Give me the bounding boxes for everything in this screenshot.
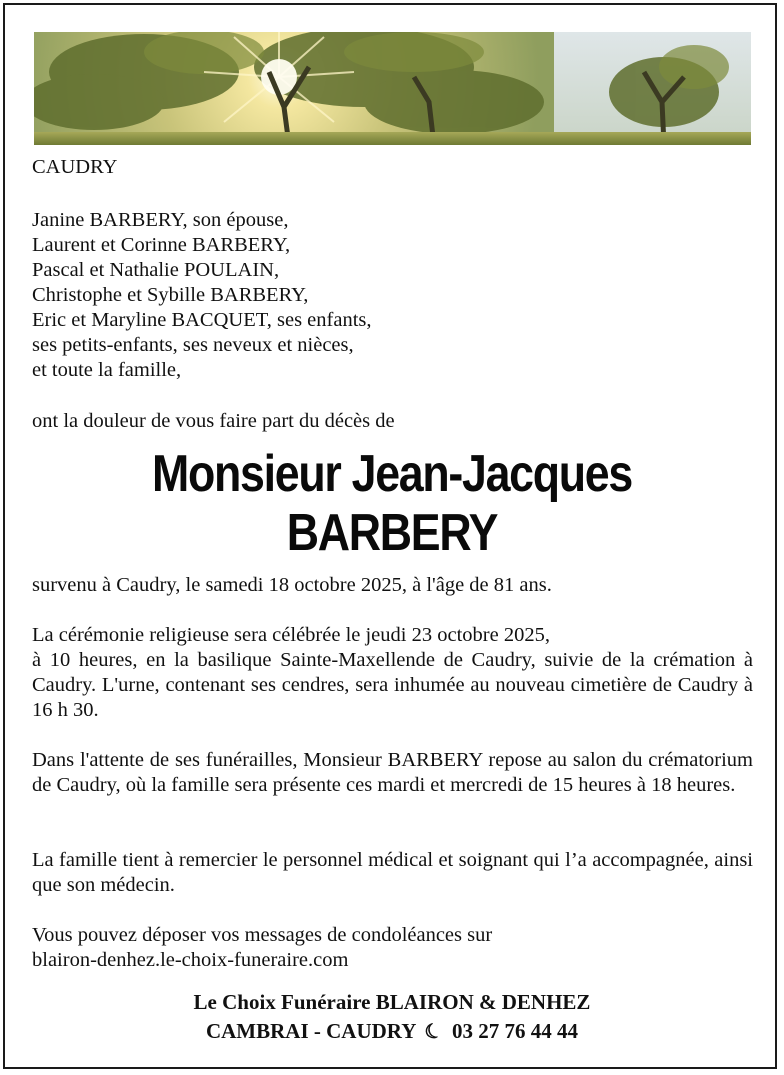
family-line: ses petits-enfants, ses neveux et nièces, [32, 334, 354, 356]
deceased-name-line1: Monsieur Jean-Jacques [152, 445, 632, 503]
funeral-home-cities: CAMBRAI - CAUDRY [205, 1019, 416, 1043]
family-line: Eric et Maryline BACQUET, ses enfants, [32, 309, 372, 331]
visitation-details: Dans l'attente de ses funérailles, Monsieur BARBERY repose au salon du crématorium de Caudry, où la famille sera présente ces mardi et mercredi de 15 heures à 18 heures. [32, 749, 753, 796]
town-name: CAUDRY [32, 156, 118, 178]
family-line: Laurent et Corinne BARBERY, [32, 234, 291, 256]
family-line: Janine BARBERY, son épouse, [32, 209, 289, 231]
banner-photo [34, 32, 751, 145]
family-line: Pascal et Nathalie POULAIN, [32, 259, 280, 281]
condolences-url: blairon-denhez.le-choix-funeraire.com [32, 949, 349, 971]
funeral-home-contact [0, 1017, 784, 1047]
family-line: Christophe et Sybille BARBERY, [32, 284, 309, 306]
condolences-text: Vous pouvez déposer vos messages de condoléances sur [32, 924, 493, 946]
announcement-text: ont la douleur de vous faire part du décès de [32, 410, 395, 432]
funeral-home-name: Le Choix Funéraire BLAIRON & DENHEZ [193, 990, 591, 1014]
phone-icon: ☾ [421, 1018, 446, 1046]
thanks-text: La famille tient à remercier le personnel médical et soignant qui l’a accompagnée, ainsi que son médecin. [32, 849, 753, 896]
family-list [32, 208, 753, 383]
death-info: survenu à Caudry, le samedi 18 octobre 2025, à l'âge de 81 ans. [32, 574, 552, 596]
deceased-name-line2: BARBERY [286, 504, 498, 562]
funeral-home-phone: 03 27 76 44 44 [452, 1019, 579, 1043]
ceremony-details: à 10 heures, en la basilique Sainte-Maxellende de Caudry, suivie de la crémation à Caudry. L'urne, contenant ses cendres, sera inhumée au nouveau cimetière de Caudry à 16 h 30. [32, 649, 753, 721]
family-line: et toute la famille, [32, 359, 182, 381]
ceremony-first-line: La cérémonie religieuse sera célébrée le jeudi 23 octobre 2025, [32, 624, 550, 646]
